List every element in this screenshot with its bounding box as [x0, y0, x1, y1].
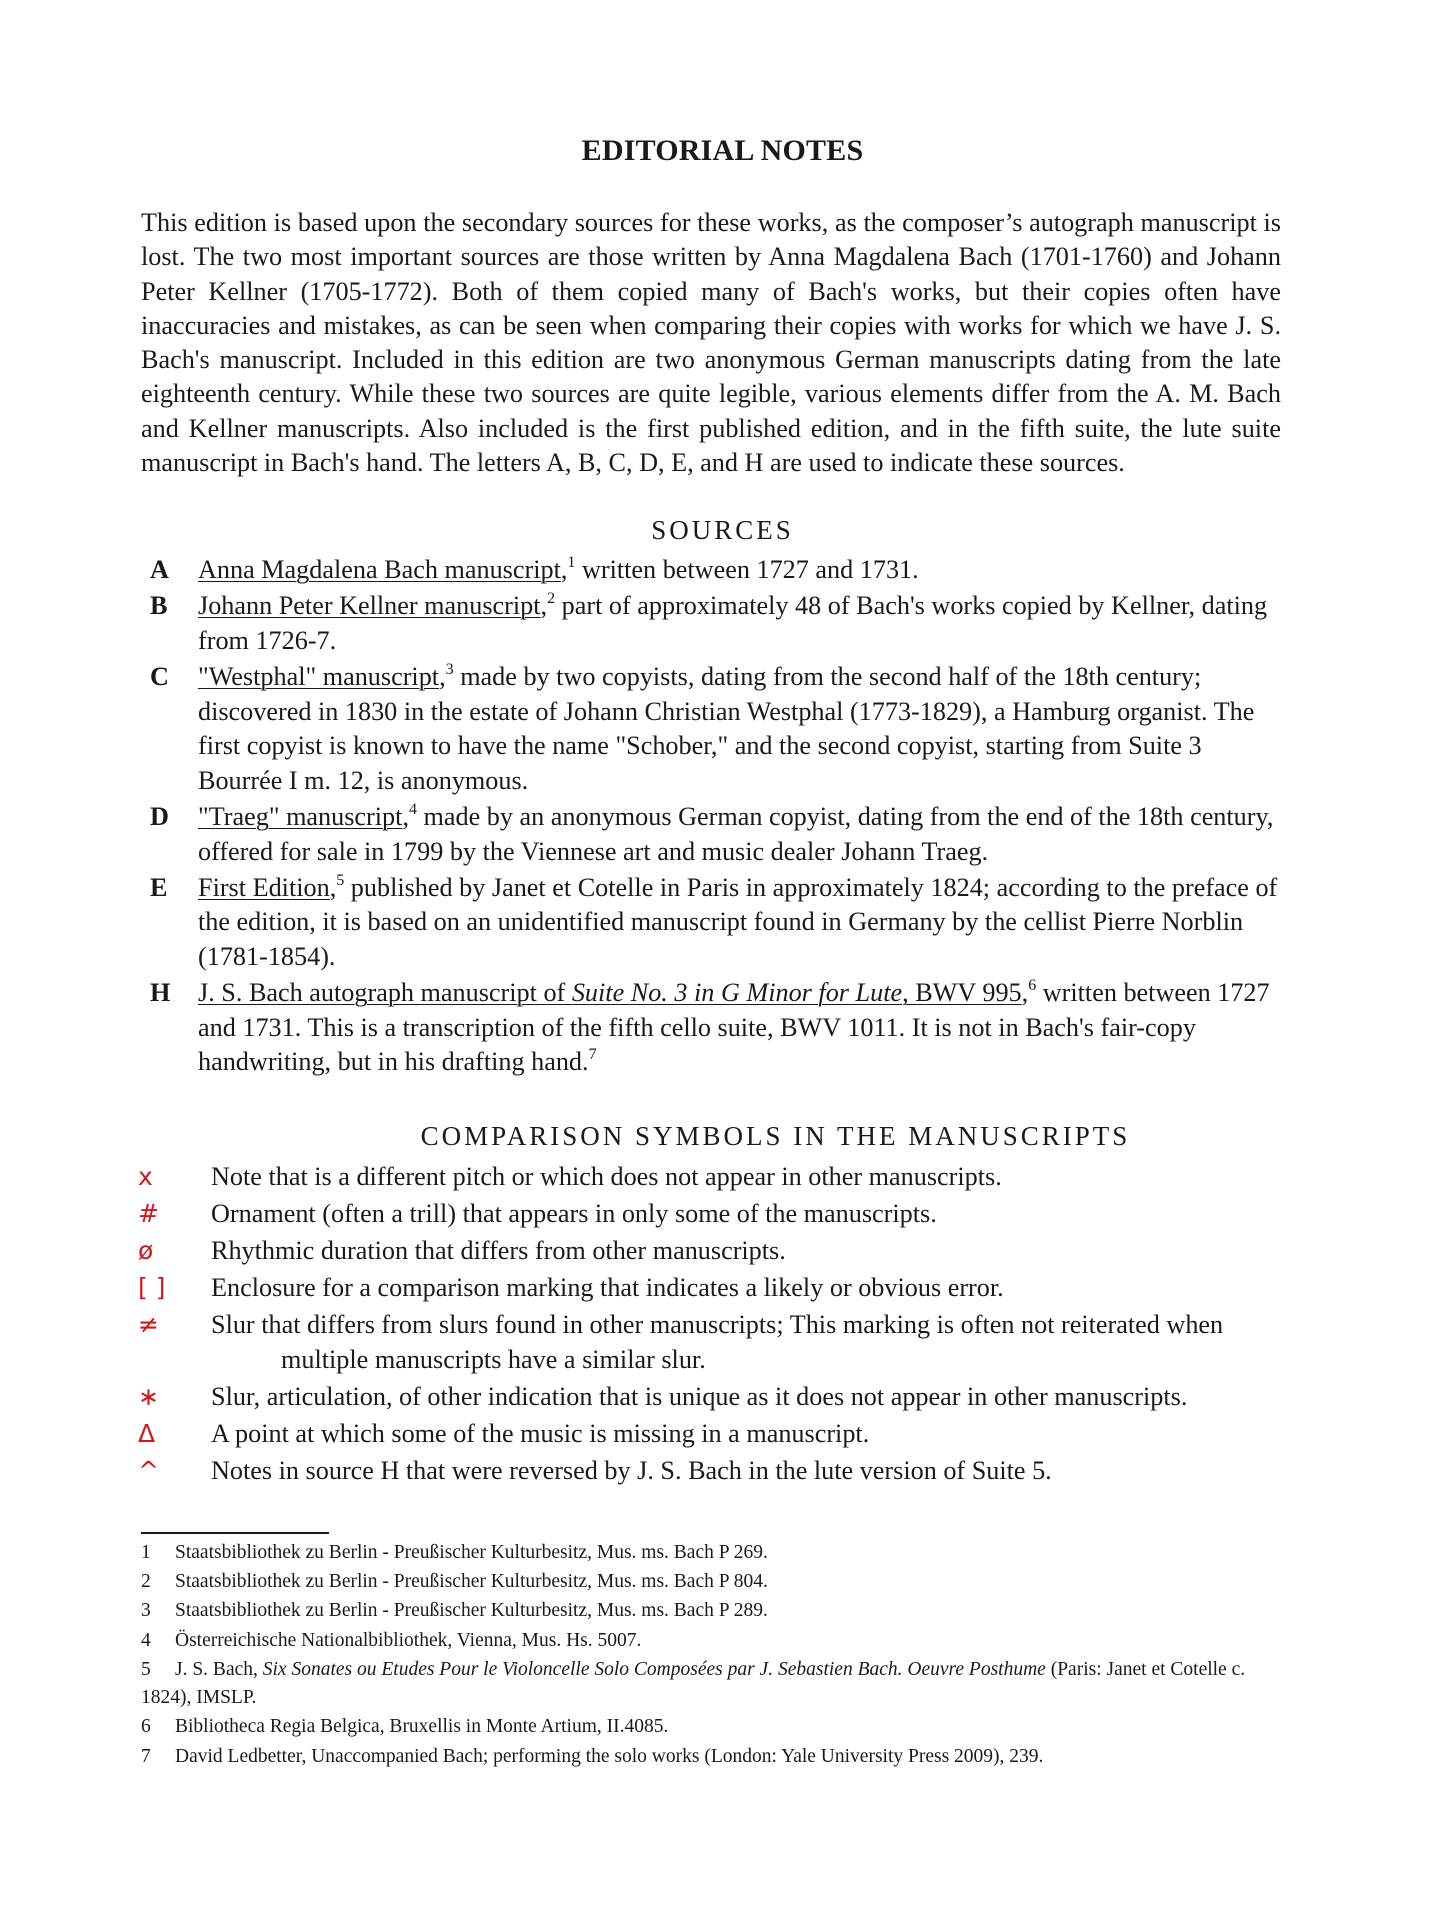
symbol-description: A point at which some of the music is missing in a manuscript.: [211, 1418, 870, 1448]
footnote-text: Staatsbibliothek zu Berlin - Preußischer Kulturbesitz, Mus. ms. Bach P 804.: [175, 1571, 768, 1593]
source-letter: D: [150, 801, 169, 831]
footnote-item: [141, 1568, 1281, 1597]
footnote-text: J. S. Bach, Six Sonates ou Etudes Pour le Violoncelle Solo Composées par J. Sebastien Bach. Oeuvre Posthume (Paris: Janet et Cotelle c. 1824), IMSLP.: [141, 1658, 1246, 1709]
source-item-b: B Johann Peter Kellner manuscript,$^2$ part of approximately 48 of Bach's works copied by Kellner, dating from 1726-7.: [150, 590, 1268, 655]
source-letter: H: [150, 978, 171, 1008]
footnote-text: David Ledbetter, Unaccompanied Bach; performing the solo works (London: Yale University Press 2009), 239.: [175, 1745, 1044, 1767]
symbol-description: Note that is a different pitch or which does not appear in other manuscripts.: [211, 1162, 1002, 1191]
footnote-number: 6: [141, 1716, 151, 1738]
footnote-item: [141, 1743, 1281, 1772]
footnote-number: 7: [141, 1745, 151, 1767]
footnote-item: [141, 1539, 1281, 1568]
footnote-number: 1: [141, 1542, 151, 1563]
page-title: EDITORIAL NOTES: [581, 134, 864, 167]
symbol-item: [138, 1160, 1288, 1195]
footnote-ref[interactable]: 6: [1028, 977, 1037, 995]
symbol-item: [138, 1308, 1288, 1377]
footnote-divider: [141, 1532, 329, 1534]
symbol-item: [138, 1380, 1288, 1415]
footnote-ref[interactable]: 4: [408, 800, 417, 818]
symbols-list: [138, 1160, 1288, 1491]
sources-list: [150, 553, 1290, 1081]
footnote-number: 3: [141, 1600, 151, 1622]
footnote-ref[interactable]: 1: [567, 554, 576, 571]
symbol-item: [138, 1234, 1288, 1269]
symbol-description: Notes in source H that were reversed by J. S. Bach in the lute version of Suite 5.: [211, 1455, 1052, 1485]
footnote-ref[interactable]: 5: [336, 871, 345, 889]
footnote-item: [141, 1597, 1281, 1626]
symbol-description: Slur, articulation, of other indication that is unique as it does not appear in other manuscripts.: [211, 1381, 1188, 1411]
source-description: made by an anonymous German copyist, dating from the end of the 18th century, offered for sale in 1799 by the Viennese art and music dealer Johann Traeg.: [198, 801, 1274, 866]
symbol-item: [138, 1271, 1288, 1306]
source-item-d: D "Traeg" manuscript,$^4$ made by an anonymous German copyist, dating from the end of the 18th century, offered for sale in 1799 by the Viennese art and music dealer Johann Traeg.: [150, 800, 1274, 866]
source-description: written between 1727 and 1731. This is a transcription of the fifth cello suite, BWV 1011. It is not in Bach's fair-copy handwriting, but in his drafting hand.: [198, 978, 1270, 1077]
source-title-italic: Suite No. 3 in G Minor for Lute: [571, 978, 903, 1008]
footnote-text: Staatsbibliothek zu Berlin - Preußischer Kulturbesitz, Mus. ms. Bach P 269.: [175, 1542, 768, 1563]
source-item-h: H J. S. Bach autograph manuscript of Suite No. 3 in G Minor for Lute, BWV 995,$^6$ written between 1727 and 1731. This is a transcription of the fifth cello suite, BWV 1011. It is not in Bach's fair-copy handwriting, but in his drafting hand.$^7$: [150, 977, 1270, 1077]
not-equal-symbol-icon: ≠: [138, 1310, 159, 1339]
source-letter: C: [150, 661, 169, 691]
footnote-text: Staatsbibliothek zu Berlin - Preußischer Kulturbesitz, Mus. ms. Bach P 289.: [175, 1600, 768, 1622]
source-item-a: A Anna Magdalena Bach manuscript,$^1$ written between 1727 and 1731.: [150, 553, 1290, 588]
footnote-text: Bibliotheca Regia Belgica, Bruxellis in Monte Artium, II.4085.: [175, 1716, 669, 1738]
footnote-number: 4: [141, 1629, 151, 1651]
symbols-heading: COMPARISON SYMBOLS IN THE MANUSCRIPTS: [420, 1121, 1131, 1151]
footnote-ref[interactable]: 2: [547, 590, 556, 608]
source-description: part of approximately 48 of Bach's works copied by Kellner, dating from 1726-7.: [198, 591, 1268, 655]
footnote-item: [141, 1713, 1281, 1742]
sources-heading: SOURCES: [651, 515, 794, 545]
footnote-item: [141, 1656, 1281, 1713]
footnote-item: [141, 1627, 1281, 1656]
source-item-c: C "Westphal" manuscript,$^3$ made by two copyists, dating from the second half of the 18th century; discovered in 1830 in the estate of Johann Christian Westphal (1773-1829), a Hamburg organist. The first copyist is known to have the name "Schober," and the second copyist, starting from Suite 3 Bourrée I m. 12, is anonymous.: [150, 660, 1255, 795]
source-letter: A: [150, 555, 169, 584]
slashed-o-symbol-icon: ø: [138, 1236, 154, 1265]
delta-symbol-icon: Δ: [138, 1418, 156, 1448]
source-description: written between 1727 and 1731.: [575, 555, 919, 584]
footnote-ref[interactable]: 3: [445, 660, 454, 678]
footnote-title-italic: Six Sonates ou Etudes Pour le Violoncelle Solo Composées par J. Sebastien Bach. Oeuvre Posthume: [262, 1658, 1046, 1680]
symbol-description: Enclosure for a comparison marking that indicates a likely or obvious error.: [211, 1273, 1004, 1302]
symbol-description: Slur that differs from slurs found in other manuscripts; This marking is often not reiterated when: [211, 1310, 1224, 1339]
source-letter: B: [150, 591, 168, 621]
source-name: First Edition: [198, 872, 330, 902]
source-name: "Traeg" manuscript: [198, 801, 403, 831]
symbol-description: Rhythmic duration that differs from other manuscripts.: [211, 1236, 786, 1265]
symbol-item: [138, 1454, 1288, 1489]
asterisk-symbol-icon: ∗: [138, 1381, 159, 1411]
x-symbol-icon: x: [138, 1162, 153, 1191]
source-name: J. S. Bach autograph manuscript of Suite No. 3 in G Minor for Lute, BWV 995: [198, 978, 1022, 1008]
symbol-description-continued: multiple manuscripts have a similar slur.: [281, 1344, 706, 1374]
footnote-number: 5: [141, 1658, 151, 1680]
brackets-symbol-icon: [ ]: [138, 1273, 166, 1302]
symbol-item: [138, 1417, 1288, 1452]
symbol-description: Ornament (often a trill) that appears in only some of the manuscripts.: [211, 1199, 937, 1228]
caret-symbol-icon: ^: [138, 1455, 159, 1485]
footnote-number: 2: [141, 1571, 151, 1593]
footnote-text: Österreichische Nationalbibliothek, Vienna, Mus. Hs. 5007.: [175, 1629, 642, 1651]
footnote-ref[interactable]: 7: [588, 1046, 597, 1064]
source-name: Anna Magdalena Bach manuscript: [198, 555, 561, 584]
source-description: published by Janet et Cotelle in Paris in approximately 1824; according to the preface of the edition, it is based on an unidentified manuscript found in Germany by the cellist Pierre Norblin (1781-1854).: [198, 872, 1278, 971]
source-name: "Westphal" manuscript: [198, 661, 440, 691]
source-description: made by two copyists, dating from the second half of the 18th century; discovered in 1830 in the estate of Johann Christian Westphal (1773-1829), a Hamburg organist. The first copyist is known to have the name "Schober," and the second copyist, starting from Suite 3 Bourrée I m. 12, is anonymous.: [198, 661, 1255, 795]
hash-symbol-icon: #: [138, 1199, 159, 1228]
footnotes: [141, 1539, 1281, 1772]
source-item-e: E First Edition,$^5$ published by Janet et Cotelle in Paris in approximately 1824; according to the preface of the edition, it is based on an unidentified manuscript found in Germany by the cellist Pierre Norblin (1781-1854).: [150, 871, 1278, 971]
source-letter: E: [150, 872, 168, 902]
source-name: Johann Peter Kellner manuscript: [198, 591, 541, 621]
symbol-item: [138, 1197, 1288, 1232]
intro-paragraph: This edition is based upon the secondary sources for these works, as the composer’s autograph manuscript is lost. The two most important sources are those written by Anna Magdalena Bach (1701-1760) and Johann Peter Kellner (1705-1772). Both of them copied many of Bach's works, but their copies often have inaccuracies and mistakes, as can be seen when comparing their copies with works for which we have J. S. Bach's manuscript. Included in this edition are two anonymous German manuscripts dating from the late eighteenth century. While these two sources are quite legible, various elements differ from the A. M. Bach and Kellner manuscripts. Also included is the first published edition, and in the fifth suite, the lute suite manuscript in Bach's hand. The letters A, B, C, D, E, and H are used to indicate these sources.: [141, 208, 1281, 478]
